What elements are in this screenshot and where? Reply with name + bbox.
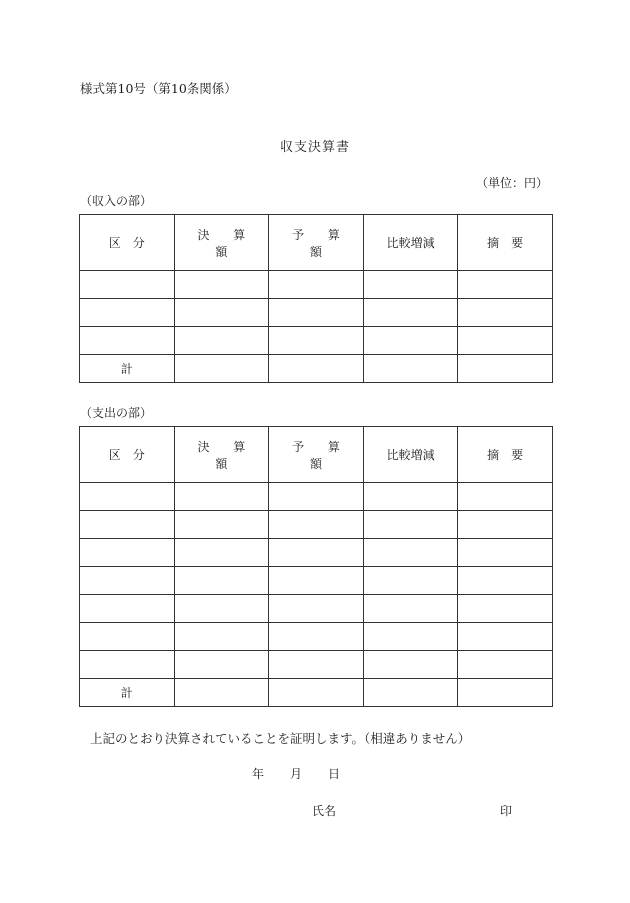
expense-cell[interactable] — [269, 483, 364, 511]
expense-cell[interactable] — [458, 539, 553, 567]
expense-header-row — [80, 427, 553, 483]
document-title: 収支決算書 — [279, 140, 350, 155]
date-line — [252, 765, 340, 782]
expense-cell[interactable] — [458, 483, 553, 511]
income-row — [80, 327, 553, 355]
expense-cell[interactable] — [363, 567, 458, 595]
income-cell[interactable] — [363, 327, 458, 355]
expense-total-cell[interactable] — [363, 679, 458, 707]
income-row — [80, 299, 553, 327]
expense-table — [79, 426, 553, 707]
expense-cell[interactable] — [80, 511, 175, 539]
income-cell[interactable] — [269, 271, 364, 299]
expense-cell[interactable] — [363, 511, 458, 539]
income-cell[interactable] — [174, 299, 269, 327]
expense-total-cell[interactable] — [269, 679, 364, 707]
expense-cell[interactable] — [80, 483, 175, 511]
expense-cell[interactable] — [174, 539, 269, 567]
expense-cell[interactable] — [458, 511, 553, 539]
header-difference: 比較増減 — [363, 215, 458, 271]
expense-cell[interactable] — [269, 623, 364, 651]
expense-total-cell[interactable] — [458, 679, 553, 707]
income-cell[interactable] — [458, 271, 553, 299]
expense-cell[interactable] — [80, 539, 175, 567]
expense-cell[interactable] — [458, 567, 553, 595]
form-number: 様式第10号（第10条関係） — [80, 81, 237, 96]
expense-row — [80, 511, 553, 539]
expense-cell[interactable] — [458, 623, 553, 651]
header-settlement: 決 算 額 — [174, 215, 269, 271]
expense-cell[interactable] — [269, 651, 364, 679]
income-cell[interactable] — [174, 327, 269, 355]
income-cell[interactable] — [269, 299, 364, 327]
income-total-cell[interactable] — [458, 355, 553, 383]
income-row — [80, 271, 553, 299]
expense-cell[interactable] — [363, 539, 458, 567]
expense-row — [80, 483, 553, 511]
income-cell[interactable] — [363, 299, 458, 327]
expense-cell[interactable] — [80, 567, 175, 595]
income-cell[interactable] — [269, 327, 364, 355]
expense-cell[interactable] — [458, 595, 553, 623]
income-total-cell[interactable] — [174, 355, 269, 383]
header-category: 区 分 — [80, 427, 175, 483]
expense-cell[interactable] — [269, 511, 364, 539]
income-cell[interactable] — [80, 299, 175, 327]
income-cell[interactable] — [458, 299, 553, 327]
expense-cell[interactable] — [174, 511, 269, 539]
income-total-cell[interactable] — [363, 355, 458, 383]
expense-cell[interactable] — [458, 651, 553, 679]
expense-row — [80, 623, 553, 651]
expense-row — [80, 595, 553, 623]
income-total-cell[interactable] — [269, 355, 364, 383]
seal-label: 印 — [500, 804, 513, 818]
expense-cell[interactable] — [269, 595, 364, 623]
expense-cell[interactable] — [80, 651, 175, 679]
income-cell[interactable] — [458, 327, 553, 355]
expense-total-cell[interactable] — [174, 679, 269, 707]
income-cell[interactable] — [80, 271, 175, 299]
header-difference: 比較増減 — [363, 427, 458, 483]
expense-cell[interactable] — [363, 623, 458, 651]
expense-cell[interactable] — [269, 539, 364, 567]
header-remarks: 摘 要 — [458, 215, 553, 271]
expense-section-label: （支出の部） — [80, 406, 153, 420]
header-remarks: 摘 要 — [458, 427, 553, 483]
expense-cell[interactable] — [174, 595, 269, 623]
expense-row — [80, 567, 553, 595]
header-settlement: 決 算 額 — [174, 427, 269, 483]
income-header-row — [80, 215, 553, 271]
expense-cell[interactable] — [363, 651, 458, 679]
expense-cell[interactable] — [363, 483, 458, 511]
income-total-row — [80, 355, 553, 383]
expense-total-row — [80, 679, 553, 707]
income-cell[interactable] — [174, 271, 269, 299]
header-category: 区 分 — [80, 215, 175, 271]
unit-label: （単位：円） — [476, 176, 549, 190]
income-cell[interactable] — [363, 271, 458, 299]
expense-row — [80, 651, 553, 679]
income-total-label: 計 — [80, 355, 175, 383]
expense-total-label: 計 — [80, 679, 175, 707]
date-year-label: 年 — [252, 767, 265, 781]
expense-cell[interactable] — [269, 567, 364, 595]
date-month-label: 月 — [290, 767, 303, 781]
name-label: 氏名 — [312, 804, 337, 818]
income-cell[interactable] — [80, 327, 175, 355]
income-table — [79, 214, 553, 383]
certification-statement: 上記のとおり決算されていることを証明します。（相違ありません） — [90, 731, 471, 746]
expense-cell[interactable] — [363, 595, 458, 623]
expense-cell[interactable] — [174, 483, 269, 511]
expense-row — [80, 539, 553, 567]
date-day-label: 日 — [328, 767, 341, 781]
expense-cell[interactable] — [80, 595, 175, 623]
expense-cell[interactable] — [174, 623, 269, 651]
expense-cell[interactable] — [174, 567, 269, 595]
income-section-label: （収入の部） — [80, 194, 153, 208]
expense-cell[interactable] — [174, 651, 269, 679]
header-budget: 予 算 額 — [269, 215, 364, 271]
expense-cell[interactable] — [80, 623, 175, 651]
header-budget: 予 算 額 — [269, 427, 364, 483]
